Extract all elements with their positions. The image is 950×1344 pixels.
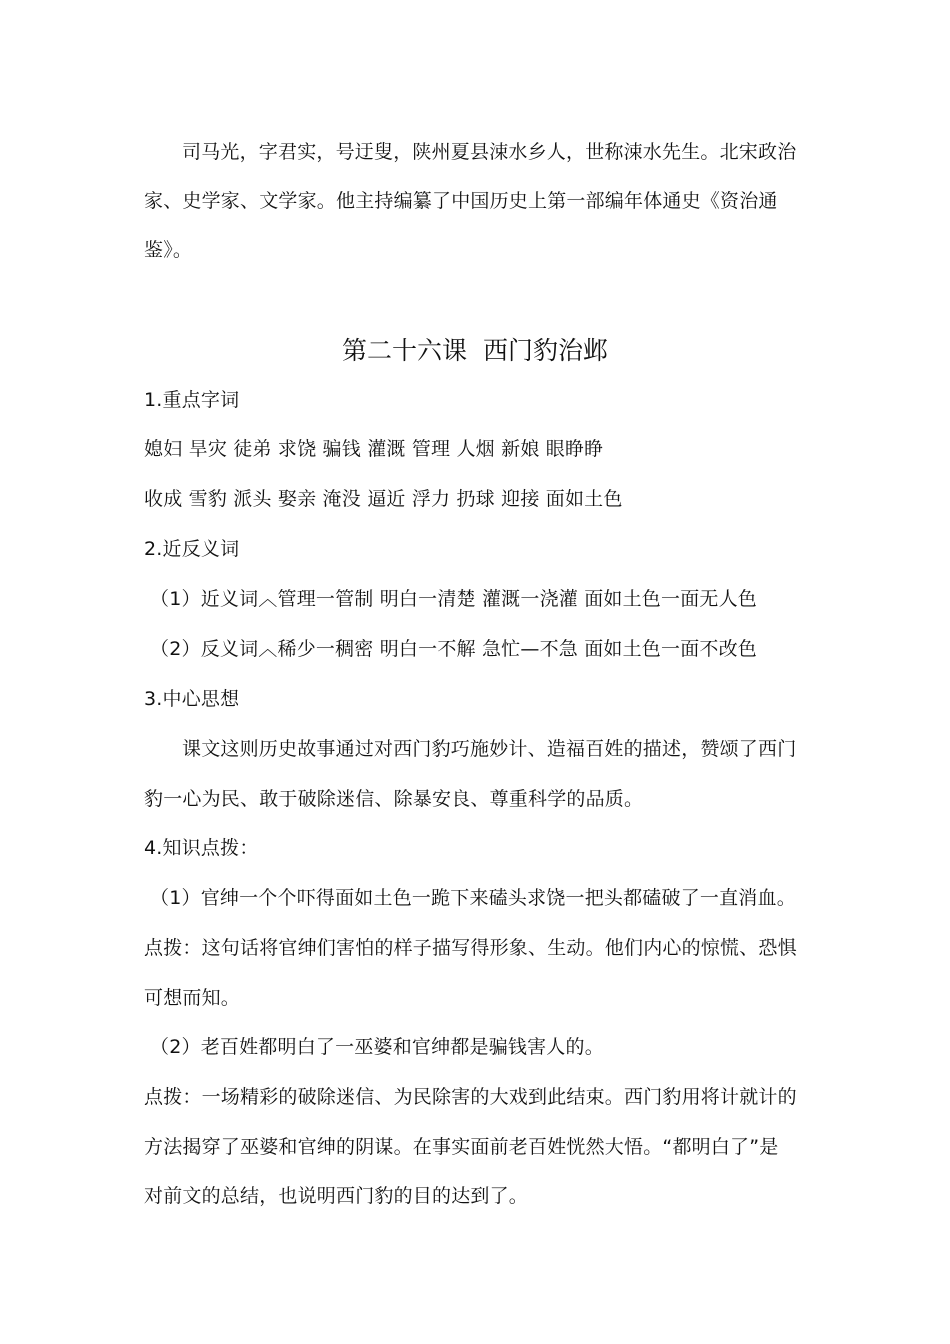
key-words-row-2: 收成 雪豹 派头 娶亲 淹没 逼近 浮力 扔球 迎接 面如土色 bbox=[144, 488, 623, 510]
knowledge-item-1-note-1: 点拨：这句话将官绅们害怕的样子描写得形象、生动。他们内心的惊慌、恐惧 bbox=[144, 937, 797, 959]
synonym-line: （1）近义词︿管理一管制 明白一清楚 灌溉一浇灌 面如土色一面无人色 bbox=[150, 588, 758, 610]
central-idea-line-1: 课文这则历史故事通过对西门豹巧施妙计、造福百姓的描述，赞颂了西门 bbox=[182, 738, 797, 760]
knowledge-item-2-note-3: 对前文的总结，也说明西门豹的目的达到了。 bbox=[144, 1185, 529, 1207]
central-idea-line-2: 豹一心为民、敢于破除迷信、除暴安良、尊重科学的品质。 bbox=[144, 788, 644, 810]
knowledge-item-2-note-2: 方法揭穿了巫婆和官绅的阴谋。在事实面前老百姓恍然大悟。“都明白了”是 bbox=[144, 1136, 779, 1158]
key-words-row-1: 媳妇 旱灾 徒弟 求饶 骗钱 灌溉 管理 人烟 新娘 眼睁睁 bbox=[144, 438, 604, 460]
intro-line-2: 家、史学家、文学家。他主持编纂了中国历史上第一部编年体通史《资治通 bbox=[144, 190, 778, 212]
knowledge-heading: 4.知识点拨： bbox=[144, 837, 259, 859]
key-words-heading: 1.重点字词 bbox=[144, 389, 240, 411]
knowledge-item-2-note-1: 点拨：一场精彩的破除迷信、为民除害的大戏到此结束。西门豹用将计就计的 bbox=[144, 1086, 797, 1108]
knowledge-item-1-note-2: 可想而知。 bbox=[144, 987, 241, 1009]
intro-line-1: 司马光，字君实，号迂叟，陕州夏县涑水乡人，世称涑水先生。北宋政治 bbox=[182, 141, 797, 163]
central-idea-heading: 3.中心思想 bbox=[144, 688, 240, 710]
intro-line-3: 鉴》。 bbox=[144, 239, 193, 261]
lesson-title: 第二十六课 西门豹治邺 bbox=[342, 336, 608, 365]
knowledge-item-2: （2）老百姓都明白了一巫婆和官绅都是骗钱害人的。 bbox=[150, 1036, 604, 1058]
knowledge-item-1: （1）官绅一个个吓得面如土色一跪下来磕头求饶一把头都磕破了一直消血。 bbox=[150, 887, 796, 909]
antonym-line: （2）反义词︿稀少一稠密 明白一不解 急忙—不急 面如土色一面不改色 bbox=[150, 638, 758, 660]
synonyms-heading: 2.近反义词 bbox=[144, 538, 240, 560]
